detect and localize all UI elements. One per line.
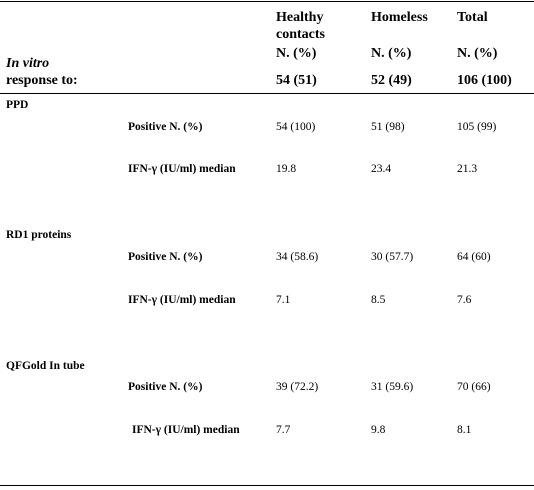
bottom-rule: [0, 485, 534, 486]
cell-homeless: 9.8: [371, 424, 386, 436]
cell-total: 64 (60): [457, 251, 491, 263]
row-label: Positive N. (%): [128, 251, 203, 263]
cell-homeless: 51 (98): [371, 121, 405, 133]
header-total-unit: N. (%): [457, 46, 498, 61]
cell-healthy: 19.8: [276, 163, 297, 175]
cell-healthy: 7.1: [276, 294, 291, 306]
cell-total: 8.1: [457, 424, 472, 436]
section-title-rd1: RD1 proteins: [6, 229, 72, 241]
cell-total: 105 (99): [457, 121, 497, 133]
section-title-qfgold: QFGold In tube: [6, 360, 85, 372]
header-response-to: response to:: [6, 73, 78, 88]
cell-homeless: 8.5: [371, 294, 386, 306]
cell-homeless: 23.4: [371, 163, 392, 175]
header-rule: [0, 93, 534, 94]
header-homeless-unit: N. (%): [371, 46, 412, 61]
section-title-ppd: PPD: [6, 99, 29, 111]
cell-homeless: 30 (57.7): [371, 251, 414, 263]
row-label: Positive N. (%): [128, 381, 203, 393]
header-total-count: 106 (100): [457, 73, 512, 88]
header-invitro: In vitro: [6, 56, 50, 71]
header-total: Total: [457, 10, 488, 25]
cell-total: 70 (66): [457, 381, 491, 393]
cell-total: 21.3: [457, 163, 478, 175]
top-rule: [0, 1, 534, 2]
row-label: IFN-γ (IU/ml) median: [128, 163, 236, 175]
row-label: IFN-γ (IU/ml) median: [128, 294, 236, 306]
header-healthy-count: 54 (51): [276, 73, 317, 88]
row-label: IFN-γ (IU/ml) median: [132, 424, 240, 436]
header-contacts: contacts: [276, 27, 325, 42]
cell-healthy: 34 (58.6): [276, 251, 319, 263]
cell-healthy: 39 (72.2): [276, 381, 319, 393]
header-healthy-unit: N. (%): [276, 46, 317, 61]
cell-homeless: 31 (59.6): [371, 381, 414, 393]
row-label: Positive N. (%): [128, 121, 203, 133]
header-healthy: Healthy: [276, 10, 324, 25]
header-homeless-count: 52 (49): [371, 73, 412, 88]
header-homeless: Homeless: [371, 10, 428, 25]
cell-healthy: 7.7: [276, 424, 291, 436]
cell-total: 7.6: [457, 294, 472, 306]
cell-healthy: 54 (100): [276, 121, 316, 133]
